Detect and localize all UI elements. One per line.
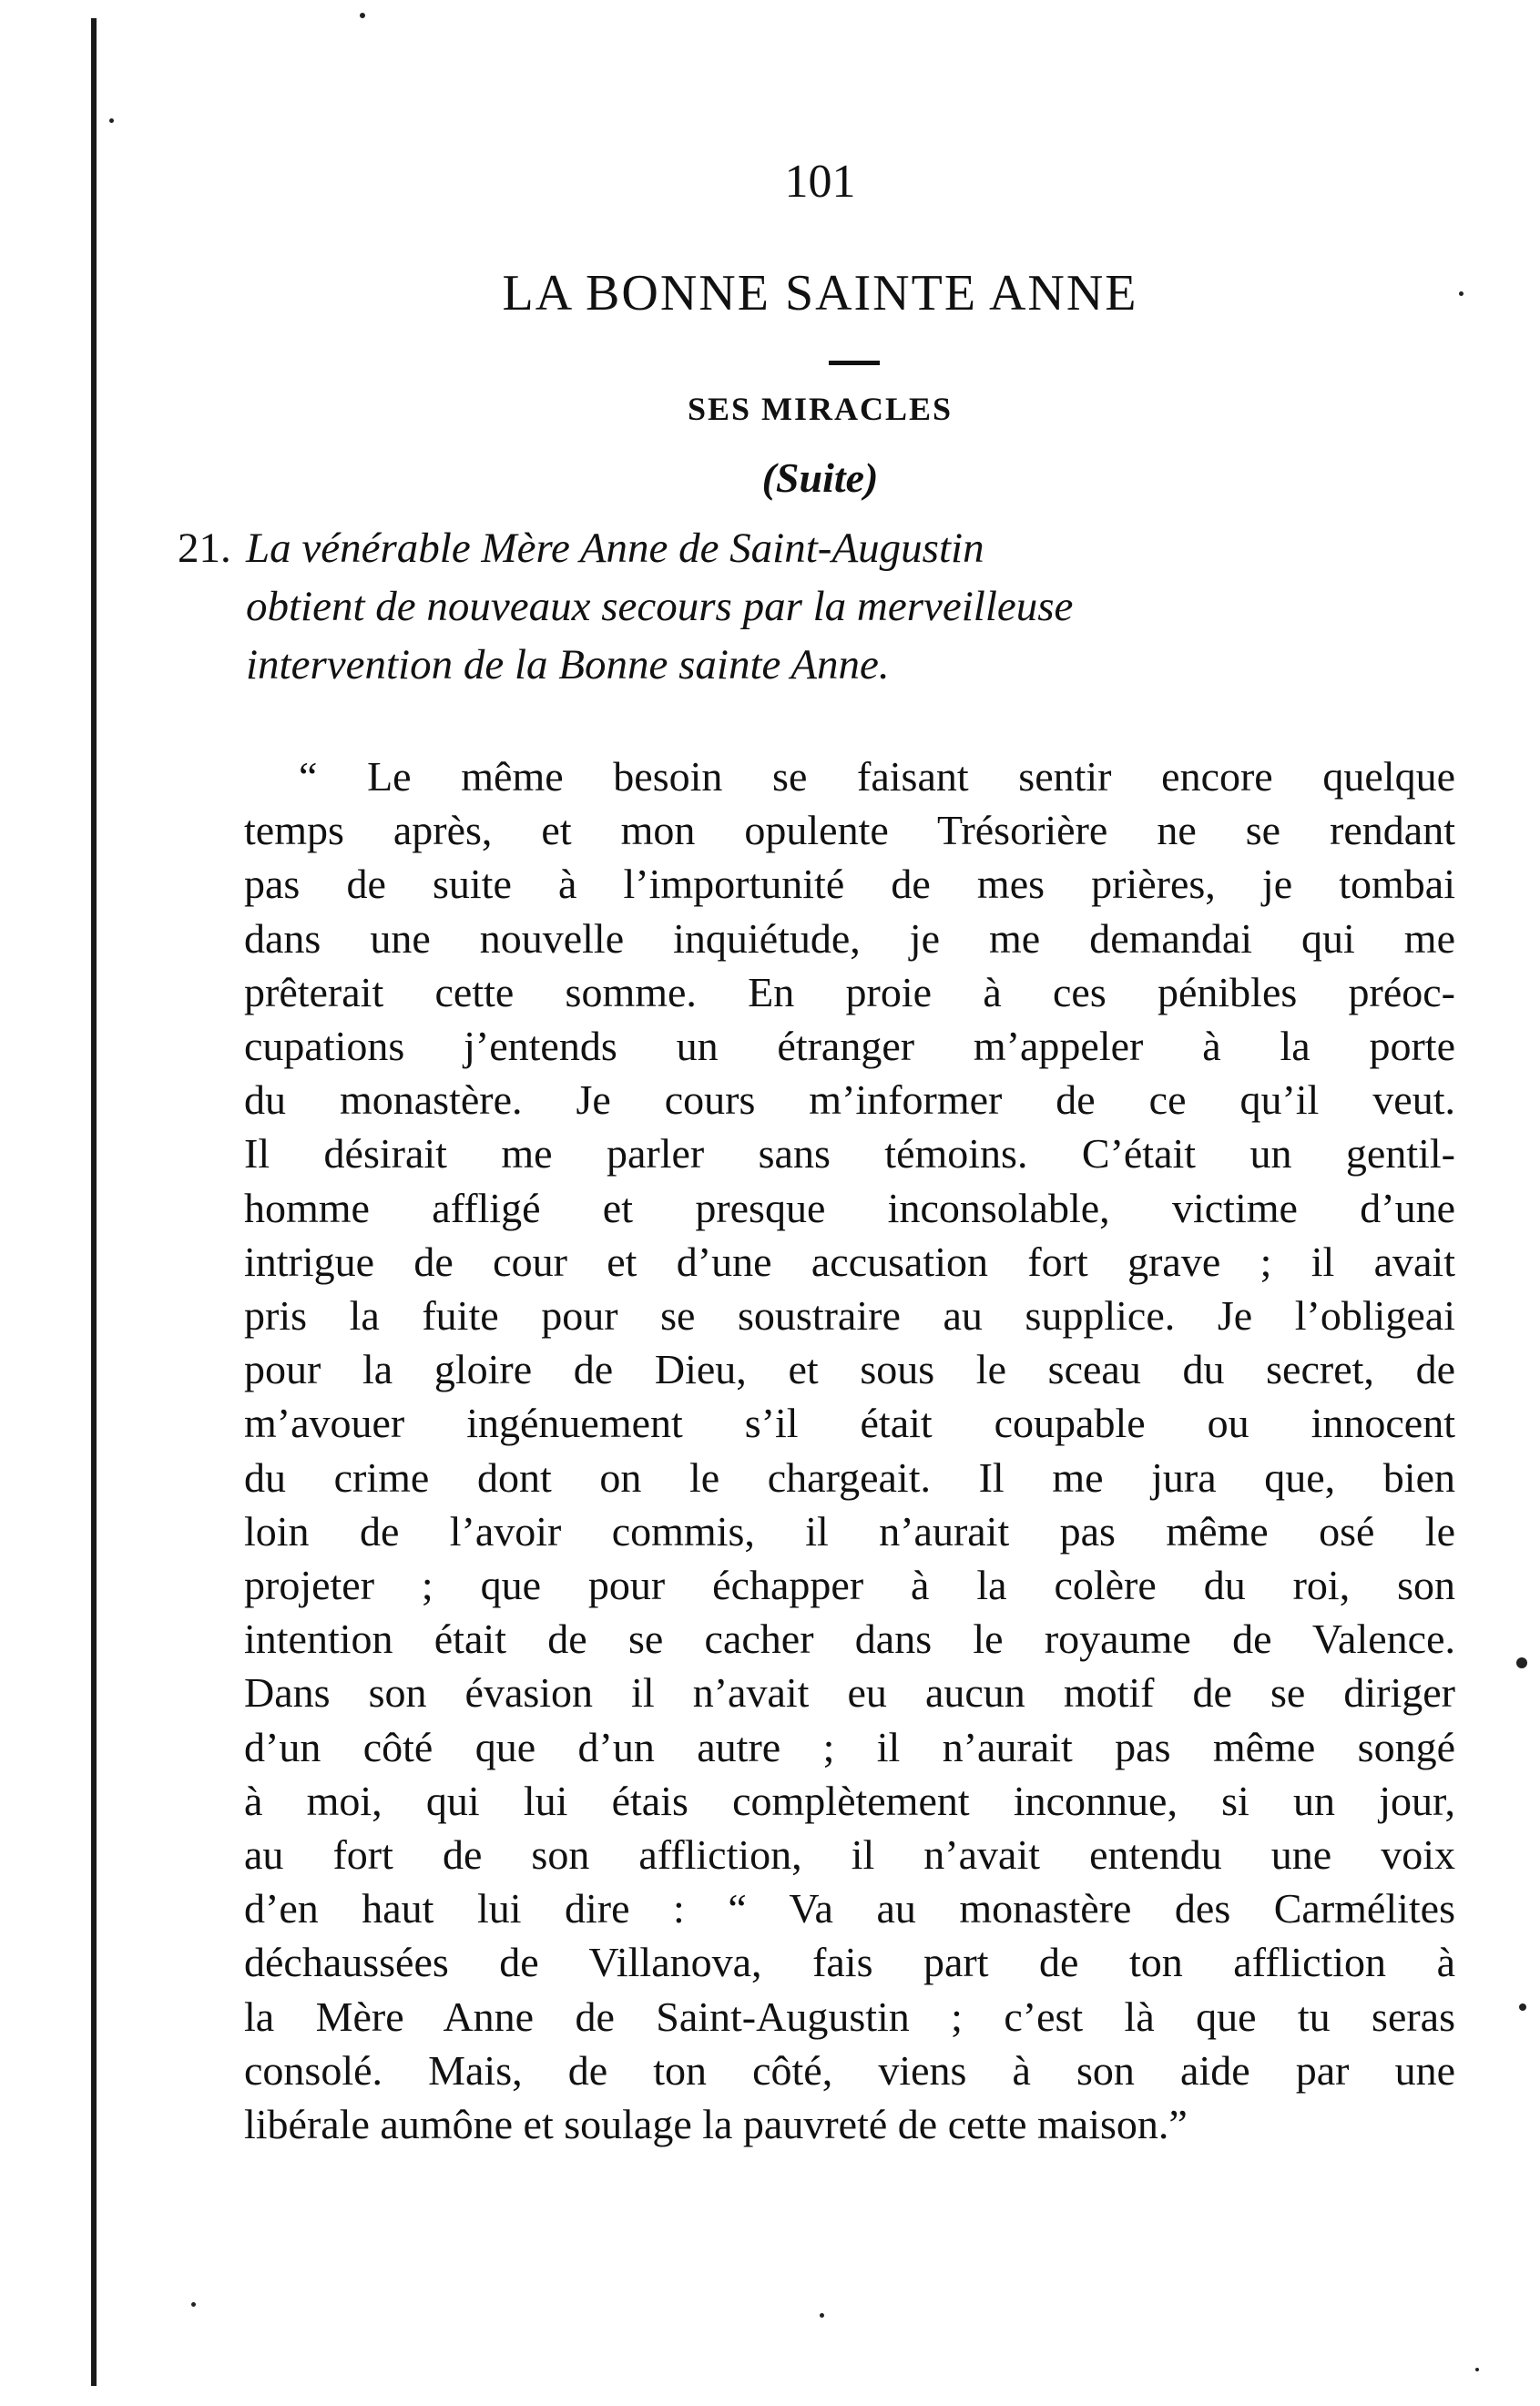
scan-speck [191, 2302, 196, 2307]
body-line: pas de suite à l’importunité de mes prières, je tombai [244, 861, 1455, 908]
section-heading [178, 519, 1466, 694]
body-paragraph [244, 749, 1455, 2151]
scan-speck [1516, 1657, 1527, 1668]
body-line: du monastère. Je cours m’informer de ce qu’il veut. [244, 1076, 1455, 1124]
body-line: “ Le même besoin se faisant sentir encore quelque [299, 753, 1455, 800]
body-line: homme affligé et presque inconsolable, victime d’une [244, 1184, 1455, 1231]
body-line: à moi, qui lui étais complètement inconnue, si un jour, [244, 1777, 1455, 1824]
section-heading-line: intervention de la Bonne sainte Anne. [246, 641, 890, 688]
section-number: 21. [178, 525, 231, 572]
body-line: d’en haut lui dire : “ Va au monastère des Carmélites [244, 1885, 1455, 1932]
body-line: dans une nouvelle inquiétude, je me demandai qui me [244, 914, 1455, 962]
body-line: intrigue de cour et d’une accusation fort grave ; il avait [244, 1238, 1455, 1285]
page-number: 101 [784, 156, 856, 208]
body-line: d’un côté que d’un autre ; il n’aurait pas même songé [244, 1723, 1455, 1770]
scan-speck [1475, 2368, 1479, 2371]
body-line: pris la fuite pour se soustraire au supplice. Je l’obligeai [244, 1292, 1455, 1340]
binding-edge-line [91, 18, 97, 2386]
section-heading-line: obtient de nouveaux secours par la merveilleuse [246, 583, 1074, 630]
body-line: déchaussées de Villanova, fais part de ton affliction à [244, 1939, 1455, 1986]
body-line: loin de l’avoir commis, il n’aurait pas même osé le [244, 1507, 1455, 1555]
body-line: la Mère Anne de Saint-Augustin ; c’est là que tu seras [244, 1993, 1455, 2040]
body-line: intention était de se cacher dans le royaume de Valence. [244, 1616, 1455, 1663]
body-line: consolé. Mais, de ton côté, viens à son aide par une [244, 2046, 1455, 2094]
scan-speck [1459, 291, 1464, 296]
continuation-note: (Suite) [761, 454, 879, 501]
page-title: LA BONNE SAINTE ANNE [502, 265, 1138, 321]
scan-speck [1519, 2003, 1526, 2011]
body-line: m’avouer ingénuement s’il était coupable ou innocent [244, 1400, 1455, 1447]
title-divider [829, 361, 880, 365]
scan-speck [109, 118, 114, 123]
body-line: libérale aumône et soulage la pauvreté de cette maison.” [244, 2101, 1188, 2148]
body-line: au fort de son affliction, il n’avait entendu une voix [244, 1831, 1455, 1879]
body-line: temps après, et mon opulente Trésorière ne se rendant [244, 807, 1455, 854]
section-heading-line: La vénérable Mère Anne de Saint-Augustin [246, 525, 984, 572]
body-line: Dans son évasion il n’avait eu aucun motif de se diriger [244, 1669, 1455, 1717]
body-line: du crime dont on le chargeait. Il me jura que, bien [244, 1453, 1455, 1501]
body-line: Il désirait me parler sans témoins. C’était un gentil- [244, 1130, 1455, 1178]
scan-speck [820, 2313, 824, 2318]
body-line: prêterait cette somme. En proie à ces pénibles préoc- [244, 968, 1455, 1015]
body-line: pour la gloire de Dieu, et sous le sceau du secret, de [244, 1346, 1455, 1393]
body-line: projeter ; que pour échapper à la colère du roi, son [244, 1562, 1455, 1609]
scan-speck [360, 13, 365, 18]
page-subtitle: SES MIRACLES [687, 391, 954, 427]
body-line: cupations j’entends un étranger m’appeler à la porte [244, 1023, 1455, 1070]
